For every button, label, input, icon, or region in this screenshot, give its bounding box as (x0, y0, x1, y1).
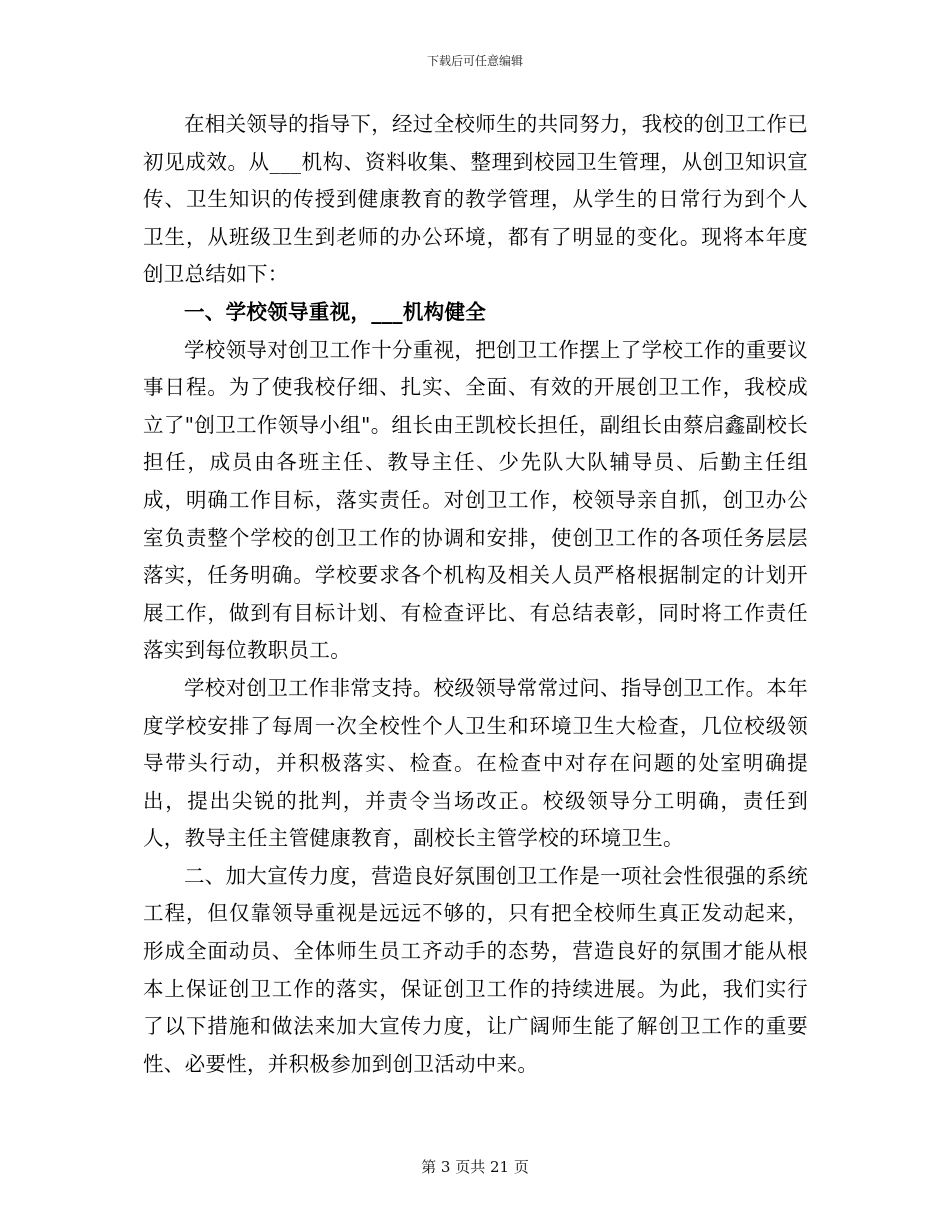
document-body (143, 106, 808, 1083)
body-paragraph: 学校对创卫工作非常支持。校级领导常常过问、指导创卫工作。本年度学校安排了每周一次全校性个人卫生和环境卫生大检查，几位校级领导带头行动，并积极落实、检查。在检查中对存在问题的处室明确提出，提出尖锐的批判，并责令当场改正。校级领导分工明确，责任到人，教导主任主管健康教育，副校长主管学校的环境卫生。 (143, 675, 808, 851)
body-paragraph: 二、加大宣传力度，营造良好氛围创卫工作是一项社会性很强的系统工程，但仅靠领导重视是远远不够的，只有把全校师生真正发动起来，形成全面动员、全体师生员工齐动手的态势，营造良好的氛围才能从根本上保证创卫工作的落实，保证创卫工作的持续进展。为此，我们实行了以下措施和做法来加大宣传力度，让广阔师生能了解创卫工作的重要性、必要性，并积极参加到创卫活动中来。 (143, 863, 808, 1076)
page-number-footer: 第 3 页共 21 页 (421, 1158, 529, 1176)
intro-paragraph: 在相关领导的指导下，经过全校师生的共同努力，我校的创卫工作已初见成效。从___机构、资料收集、整理到校园卫生管理，从创卫知识宣传、卫生知识的传授到健康教育的教学管理，从学生的日常行为到个人卫生，从班级卫生到老师的办公环境，都有了明显的变化。现将本年度创卫总结如下： (143, 112, 808, 287)
body-paragraph: 学校领导对创卫工作十分重视，把创卫工作摆上了学校工作的重要议事日程。为了使我校仔细、扎实、全面、有效的开展创卫工作，我校成立了"创卫工作领导小组"。组长由王凯校长担任，副组长由蔡启鑫副校长担任，成员由各班主任、教导主任、少先队大队辅导员、后勤主任组成，明确工作目标，落实责任。对创卫工作，校领导亲自抓，创卫办公室负责整个学校的创卫工作的协调和安排，使创卫工作的各项任务层层落实，任务明确。学校要求各个机构及相关人员严格根据制定的计划开展工作，做到有目标计划、有检查评比、有总结表彰，同时将工作责任落实到每位教职员工。 (143, 337, 808, 663)
section-heading-1: 一、学校领导重视，___机构健全 (184, 299, 487, 324)
page-header-note: 下载后可任意编辑 (426, 54, 523, 68)
